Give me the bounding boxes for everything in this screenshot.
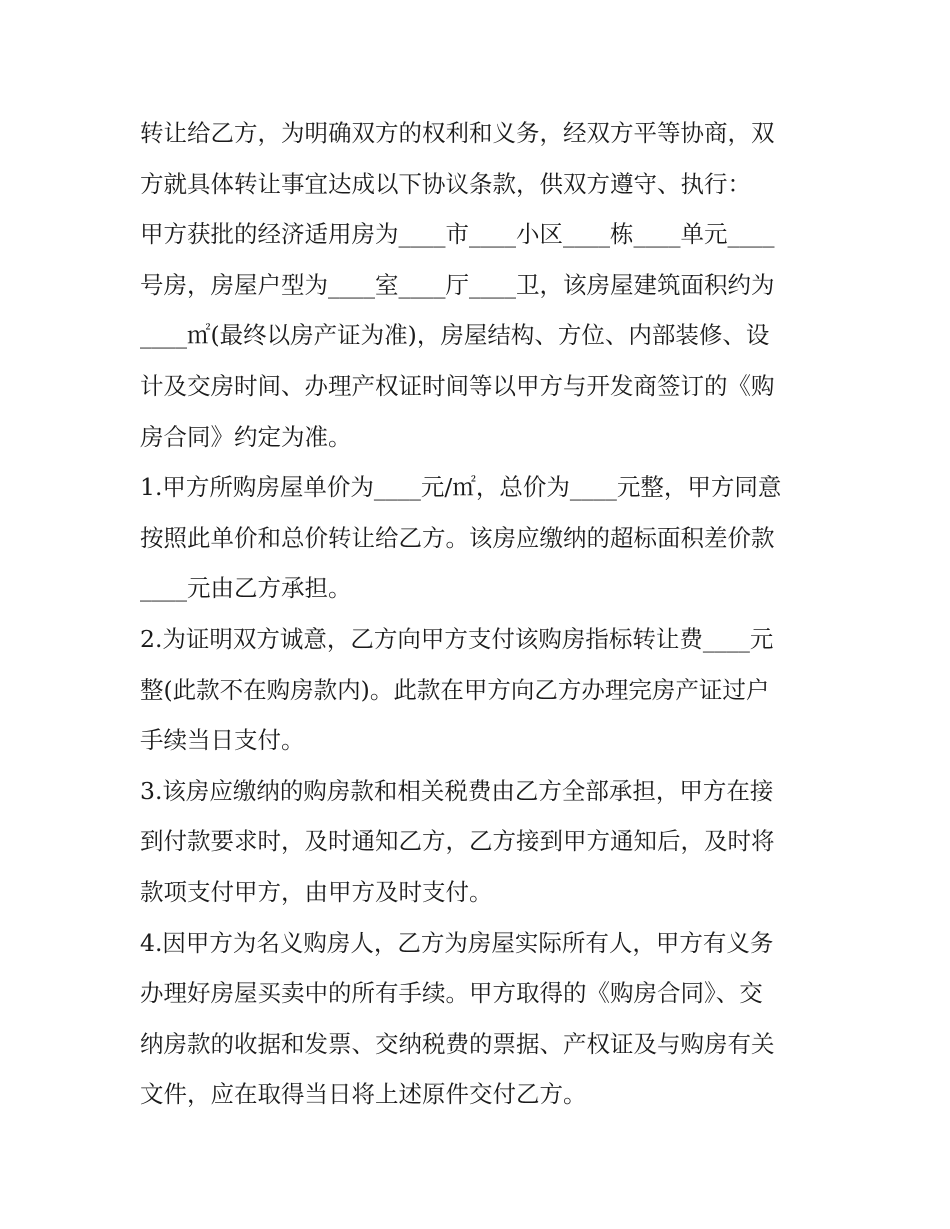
text-line: 款项支付甲方，由甲方及时支付。 bbox=[140, 877, 493, 906]
text-line: 计及交房时间、办理产权证时间等以甲方与开发商签订的《购 bbox=[140, 371, 775, 400]
text-line: 房合同》约定为准。 bbox=[140, 422, 352, 451]
text-line: 号房，房屋户型为____室____厅____卫，该房屋建筑面积约为 bbox=[140, 270, 775, 299]
text-line: 按照此单价和总价转让给乙方。该房应缴纳的超标面积差价款 bbox=[140, 523, 775, 552]
text-line: 整(此款不在购房款内)。此款在甲方向乙方办理完房产证过户 bbox=[140, 675, 770, 704]
clause-4-line: 4.因甲方为名义购房人，乙方为房屋实际所有人，甲方有义务 bbox=[140, 928, 774, 957]
clause-3-line: 3.该房应缴纳的购房款和相关税费由乙方全部承担，甲方在接 bbox=[140, 776, 774, 805]
text-line: 到付款要求时，及时通知乙方，乙方接到甲方通知后，及时将 bbox=[140, 827, 775, 856]
text-line: 文件，应在取得当日将上述原件交付乙方。 bbox=[140, 1080, 587, 1109]
text-line: 方就具体转让事宜达成以下协议条款，供双方遵守、执行： bbox=[140, 169, 751, 198]
text-line: 手续当日支付。 bbox=[140, 726, 305, 755]
text-line: ____元由乙方承担。 bbox=[140, 574, 352, 603]
text-line: 转让给乙方，为明确双方的权利和义务，经双方平等协商，双 bbox=[140, 119, 775, 147]
clause-2-line: 2.为证明双方诚意，乙方向甲方支付该购房指标转让费____元 bbox=[140, 624, 774, 653]
text-line: 办理好房屋买卖中的所有手续。甲方取得的《购房合同》、交 bbox=[140, 979, 763, 1008]
text-line: ____㎡(最终以房产证为准)，房屋结构、方位、内部装修、设 bbox=[140, 321, 770, 350]
text-line: 甲方获批的经济适用房为____市____小区____栋____单元____ bbox=[140, 220, 775, 249]
document-body bbox=[140, 108, 812, 1120]
clause-1-line: 1.甲方所购房屋单价为____元/㎡，总价为____元整，甲方同意 bbox=[140, 473, 782, 502]
text-line: 纳房款的收据和发票、交纳税费的票据、产权证及与购房有关 bbox=[140, 1029, 775, 1058]
